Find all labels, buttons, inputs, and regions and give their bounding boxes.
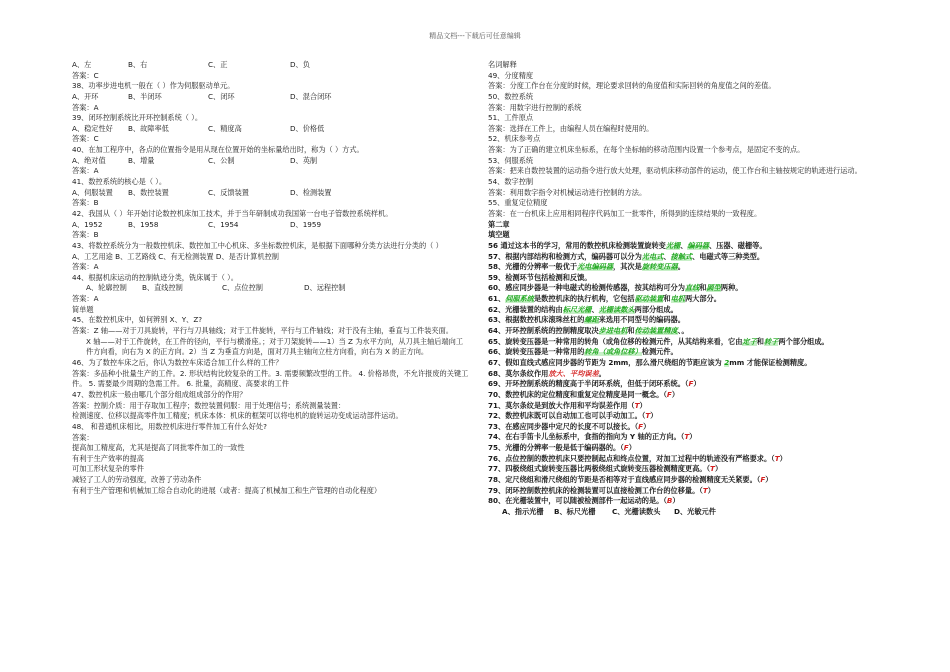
text-line: 填空题	[488, 230, 510, 240]
option-item: B、标尺光栅	[554, 506, 596, 516]
answer-text: T	[645, 411, 651, 421]
question-text: 、压器、磁栅等。	[709, 240, 767, 250]
question-text: 66、旋转变压器是一种常用的	[488, 347, 585, 357]
question-text: 来选用不同型号的编码器。	[598, 315, 685, 325]
question-text: 74、在右手笛卡儿坐标系中，食指的指向为 Y 轴的正方向。（	[488, 432, 685, 442]
text-line: 55、重复定位精度	[488, 198, 548, 208]
text-line	[488, 390, 888, 401]
option-item: D、价格低	[290, 123, 325, 133]
text-line	[488, 464, 888, 475]
option-row	[488, 507, 888, 518]
text-line: 简单题	[72, 304, 94, 314]
question-text: 59、检测环节包括检测和反馈。	[488, 272, 592, 282]
question-text: 。	[677, 262, 685, 272]
option-item: D、英制	[290, 155, 318, 165]
text-line: 44、根据机床运动的控制轨迹分类，铣床属于（ ）。	[72, 272, 238, 282]
question-text: ）	[671, 389, 680, 399]
text-line: 减轻了工人的劳动强度，改善了劳动条件	[72, 475, 202, 485]
text-line	[488, 241, 888, 252]
option-row	[72, 92, 470, 103]
option-item: C、正	[208, 60, 228, 69]
answer-text: F	[623, 443, 629, 453]
text-line	[488, 262, 888, 273]
option-row	[72, 188, 470, 199]
text-line	[488, 422, 888, 433]
option-row	[72, 220, 470, 231]
text-line: 46、为了数控车床之后，你认为数控车床适合加工什么样的工件？	[72, 357, 283, 367]
answer-text: 螺距	[584, 315, 599, 325]
text-line: 51、工件原点	[488, 113, 534, 123]
question-text: ）	[689, 432, 697, 442]
question-text: 73、在感应同步器中定尺的长度不可以接长。（	[488, 421, 639, 431]
question-text: 两种。	[720, 283, 743, 293]
answer-text: 直线	[684, 283, 700, 293]
option-row	[72, 283, 470, 294]
question-text: 和	[627, 326, 635, 336]
answer-text: 传动装置精度	[634, 326, 678, 336]
answer-text: 2	[724, 357, 730, 367]
answer-text: F	[666, 389, 672, 399]
text-line: 名词解释	[488, 60, 517, 69]
text-line: 答案：	[72, 432, 94, 442]
question-text: 、	[591, 304, 599, 314]
text-line: 有利于生产管理和机械加工综合自动化的进展（或者：提高了机械加工和生产管理的自动化程度）	[72, 485, 382, 495]
text-line: 答案：A	[72, 166, 99, 176]
option-item: A、伺服装置	[72, 187, 113, 197]
question-text: 78、定尺绕组和滑尺绕组的节距是否相等对于直线感应同步器的检测精度无关紧要。（	[488, 475, 761, 484]
option-item: A、稳定性好	[72, 123, 113, 133]
option-item: A、左	[72, 60, 92, 69]
text-line	[488, 454, 888, 465]
question-text: 67、假如直线式感应同步器的节距为 2mm，那么滑尺绕组的节距应该为	[488, 357, 725, 367]
question-text: 80、在光栅装置中，可以随被检测部件一起运动的是。（	[488, 496, 667, 506]
text-line: 50、数控系统	[488, 91, 534, 101]
question-text: ，其次是	[613, 262, 642, 272]
answer-text: B	[666, 496, 673, 506]
question-text: 、	[663, 251, 671, 261]
question-text: 57、根据内部结构和检测方式，编码器可以分为	[488, 251, 642, 261]
answer-text: F	[638, 421, 644, 431]
text-line	[488, 369, 888, 380]
answer-text: 伺服系统	[505, 294, 534, 304]
text-line	[488, 273, 888, 284]
option-row	[72, 156, 470, 167]
question-text: 两部分组成。	[634, 304, 678, 314]
text-line: 提高加工精度高，尤其是提高了同批零件加工的一致性	[72, 443, 245, 453]
question-text: 、。	[677, 326, 689, 336]
answer-text: F	[688, 379, 694, 389]
text-line: 答案：B	[72, 230, 99, 240]
right-column	[488, 60, 888, 518]
question-text: 68、莫尔条纹作用	[488, 368, 549, 378]
option-item: D、混合闭环	[290, 91, 332, 101]
answer-text: 转子	[763, 336, 779, 346]
answer-text: T	[684, 432, 690, 442]
answer-text: 转角（或角位移）	[584, 347, 642, 357]
text-line: 39、闭环控制系统比开环控制系统（ ）。	[72, 113, 203, 123]
text-line: 40、在加工程序中，各点的位置指令是用从现在位置开始的坐标量给出时，称为（ ）方式。	[72, 145, 364, 155]
text-line	[488, 252, 888, 263]
text-line: 41、数控系统的核心是（ ）。	[72, 177, 167, 187]
text-line: X 轴——对于工件旋转，在工件的径向，平行与横滑座。；对于刀架旋转——1）当 Z 为水平方向，从刀具主轴后端向工件方向看，向右为 X 的正方向。2）当 Z 为垂直方向是，面对刀具主轴向立柱方向看，向右为 X 的正方向。	[86, 336, 464, 357]
option-item: B、右	[128, 60, 148, 69]
question-text: ）	[707, 485, 715, 495]
question-text: 76、点位控制的数控机床只要控制起点和终点位置，对加工过程中的轨迹没有严格要求。（	[488, 453, 775, 463]
option-item: B、1958	[128, 219, 159, 229]
question-text: 是数控机床的执行机构，它包括	[533, 294, 635, 304]
text-line: 42、我国从（ ）年开始讨论数控机床加工技术，并于当年研制成功我国第一台电子管数控系统样机。	[72, 208, 393, 218]
answer-text: 旋转变压器	[641, 262, 678, 272]
option-item: C、光栅读数头	[612, 506, 661, 516]
text-line: 有利于生产效率的提高	[72, 453, 144, 463]
text-line: 检测速度、位移以提高零件加工精度；机床本体：机床的框架可以将电机的旋转运功变成运动部件运动。	[72, 411, 403, 421]
question-text: ）	[628, 443, 636, 453]
page-header: 精品文档---下载后可任意编辑	[429, 32, 521, 40]
text-line: 43、将数控系统分为一般数控机床、数控加工中心机床、多坐标数控机床，是根据下面哪种分类方法进行分类的（ ）	[72, 240, 443, 250]
option-item: A、轮廓控制	[86, 283, 127, 293]
text-line: 48、 和普通机床相比，用数控机床进行零件加工有什么好处?	[72, 421, 267, 431]
answer-text: 接触式	[670, 251, 693, 261]
text-line: 答案：为了正确的建立机床坐标系，在每个坐标轴的移动范围内设置一个参考点，是固定不变的点。	[488, 145, 805, 155]
answer-text: 电机	[670, 294, 685, 304]
option-item: A、1952	[72, 219, 103, 229]
left-column	[72, 60, 470, 496]
option-item: B、数控装置	[128, 187, 169, 197]
question-text: 两大部分。	[684, 294, 721, 304]
answer-text: 步进电机	[598, 326, 628, 336]
answer-text: T	[702, 485, 708, 495]
question-text: 、	[680, 240, 688, 250]
text-line: 47、数控机床一般由哪几个部分组成组成部分的作用？	[72, 389, 247, 399]
answer-text: 编码器	[687, 240, 709, 250]
question-text: ）	[639, 400, 647, 410]
text-line	[488, 496, 888, 507]
option-item: A、绝对值	[72, 155, 106, 165]
question-text: ）	[693, 379, 701, 389]
option-item: D、检测装置	[290, 187, 332, 197]
answer-text: 放大、平均误差	[548, 368, 599, 378]
text-line: 52、机床参考点	[488, 134, 541, 144]
text-line: 答案：A	[72, 102, 99, 112]
option-item: C、闭环	[208, 91, 235, 101]
text-line: 第二章	[488, 219, 510, 229]
question-text: 两个部分组成。	[778, 336, 829, 346]
answer-text: 定子	[742, 336, 757, 346]
question-text: 75、光栅的分辨率一般是低于编码器的。（	[488, 443, 624, 453]
text-line: 答案：A	[72, 294, 99, 304]
answer-text: F	[760, 475, 766, 484]
question-text: 65、旋转变压器是一种常用的转角（或角位移的检测元件，从其结构来看，它由	[488, 336, 743, 346]
question-text: 61、	[488, 294, 506, 304]
text-line: 54、数字控制	[488, 177, 534, 187]
question-text: ）	[714, 464, 723, 474]
question-text: 检测元件。	[641, 347, 678, 357]
answer-text: T	[710, 464, 715, 474]
text-line	[488, 305, 888, 316]
question-text: 79、闭环控制数控机床的检测装置可以直接检测工作台的位移量。（	[488, 485, 703, 495]
text-line: 答案：在一台机床上应用相同程序代码加工一批零件，所得到的连续结果的一致程度。	[488, 208, 762, 218]
question-text: ）	[765, 475, 773, 484]
option-item: D、1959	[290, 219, 322, 229]
question-text: 、电磁式等三种类型。	[692, 251, 765, 261]
question-text: 69、开环控制系统的精度高于半闭环系统，但低于闭环系统。（	[488, 379, 689, 389]
text-line	[488, 411, 888, 422]
text-line: 38、功率步进电机一般在（ ）作为伺服驱动单元。	[72, 81, 235, 91]
text-line	[488, 486, 888, 497]
text-line: 答案：B	[72, 198, 99, 208]
text-line	[488, 379, 888, 390]
option-item: C、精度高	[208, 123, 242, 133]
answer-text: 圆型	[706, 283, 721, 293]
text-line	[488, 315, 888, 326]
text-line: 答案：Z 轴——对于刀具旋转，平行与刀具轴线；对于工件旋转，平行与工件轴线；对于没有主轴，垂直与工件装夹面。	[72, 326, 453, 336]
text-line	[488, 443, 888, 454]
question-text: 60、感应同步器是一种电磁式的检测传感器，按其结构可分为	[488, 283, 685, 293]
question-text: 58、光栅的分辨率一般优于	[488, 262, 578, 272]
text-line: 49、分度精度	[488, 70, 534, 80]
question-text: ）	[779, 453, 787, 463]
option-item: D、负	[290, 60, 310, 69]
question-text: ）	[650, 411, 658, 421]
text-line: 答案：用数字进行控制的系统	[488, 102, 582, 112]
option-item: B、增量	[128, 155, 155, 165]
question-text: 和	[756, 336, 764, 346]
option-item: B、直线控制	[142, 283, 183, 293]
text-line: 答案：把来自数控装置的运动指令进行放大处理，驱动机床移动部件的运动，使工作台和主轴按规定的轨迹进行运动。	[488, 166, 862, 176]
text-line: 答案：利用数字指令对机械运动进行控制的方法。	[488, 187, 647, 197]
option-item: A、开环	[72, 91, 99, 101]
text-line	[488, 337, 888, 348]
text-line: 答案：多品种小批量生产的工件。2. 形状结构比较复杂的工件。3. 需要频繁改型的工件。 4. 价格昂贵，不允许报废的关键工件。 5. 需要最少周期的急需工件。 6. 批量，高精度、高要求的工件	[72, 368, 469, 389]
option-item: D、光敏元件	[674, 506, 716, 516]
question-text: mm 才能保证检测精度。	[729, 357, 812, 367]
text-line: 45、在数控机床中，如何辨别 X、Y、Z?	[72, 315, 203, 325]
question-text: 和	[699, 283, 707, 293]
text-line	[488, 283, 888, 294]
option-item: D、远程控制	[304, 283, 346, 293]
text-line: 答案：C	[72, 134, 99, 144]
answer-text: 光栅读数头	[598, 304, 635, 314]
option-item: C、反馈装置	[208, 187, 249, 197]
question-text: 。	[598, 368, 606, 378]
option-item: B、半闭环	[128, 91, 162, 101]
option-row	[72, 60, 470, 71]
question-text: 64、开环控制系统的控制精度取决	[488, 326, 599, 336]
question-text: 77、四极绕组式旋转变压器比两极绕组式旋转变压器检测精度更高。（	[488, 464, 711, 474]
option-row	[72, 124, 470, 135]
text-line	[488, 347, 888, 358]
text-line	[488, 475, 888, 486]
text-line	[488, 401, 888, 412]
text-line: A、工艺用途 B、工艺路线 C、有无检测装置 D、是否计算机控制	[72, 251, 279, 261]
text-line	[488, 358, 888, 369]
question-text: 71、莫尔条纹是到放大作用和平均误差作用（	[488, 400, 635, 410]
text-line: 答案：控制介质：用于存取加工程序；数控装置伺服：用于处理信号；系统测量装置：	[72, 400, 346, 410]
text-line	[488, 294, 888, 305]
text-line	[488, 326, 888, 337]
text-line: 答案：选择在工件上，由编程人员在编程时使用的。	[488, 123, 654, 133]
question-text: 56 通过这本书的学习，常用的数控机床检测装置旋转变	[488, 240, 666, 250]
answer-text: 光栅	[665, 240, 681, 250]
option-item: A、指示光栅	[502, 506, 544, 516]
answer-text: 光电式	[641, 251, 664, 261]
option-item: C、1954	[208, 219, 239, 229]
question-text: 70、数控机床的定位精度和重复定位精度是同一概念。（	[488, 389, 667, 399]
question-text: 和	[663, 294, 671, 304]
answer-text: 光电编码器	[577, 262, 614, 272]
answer-text: 标尺光栅	[562, 304, 592, 314]
question-text: ）	[643, 421, 651, 431]
option-item: B、故障率低	[128, 123, 169, 133]
text-line: 答案：A	[72, 262, 99, 272]
question-text: 72、数控机床既可以自动加工也可以手动加工。（	[488, 411, 646, 421]
question-text: 62、光栅装置的结构由	[488, 304, 563, 314]
text-line: 答案：C	[72, 70, 99, 80]
text-line: 答案：分度工作台在分度的时候，理论要求回转的角度值和实际回转的角度值之间的差值。	[488, 81, 776, 91]
answer-text: 驱动装置	[634, 294, 664, 304]
option-item: C、点位控制	[222, 283, 263, 293]
question-text: ）	[672, 496, 680, 506]
text-line	[488, 432, 888, 443]
question-text: 63、根据数控机床滚珠丝杠的	[488, 315, 585, 325]
text-line: 可加工形状复杂的零件	[72, 464, 144, 474]
answer-text: T	[774, 453, 780, 463]
answer-text: T	[634, 400, 640, 410]
text-line: 53、伺服系统	[488, 155, 534, 165]
option-item: C、公制	[208, 155, 235, 165]
